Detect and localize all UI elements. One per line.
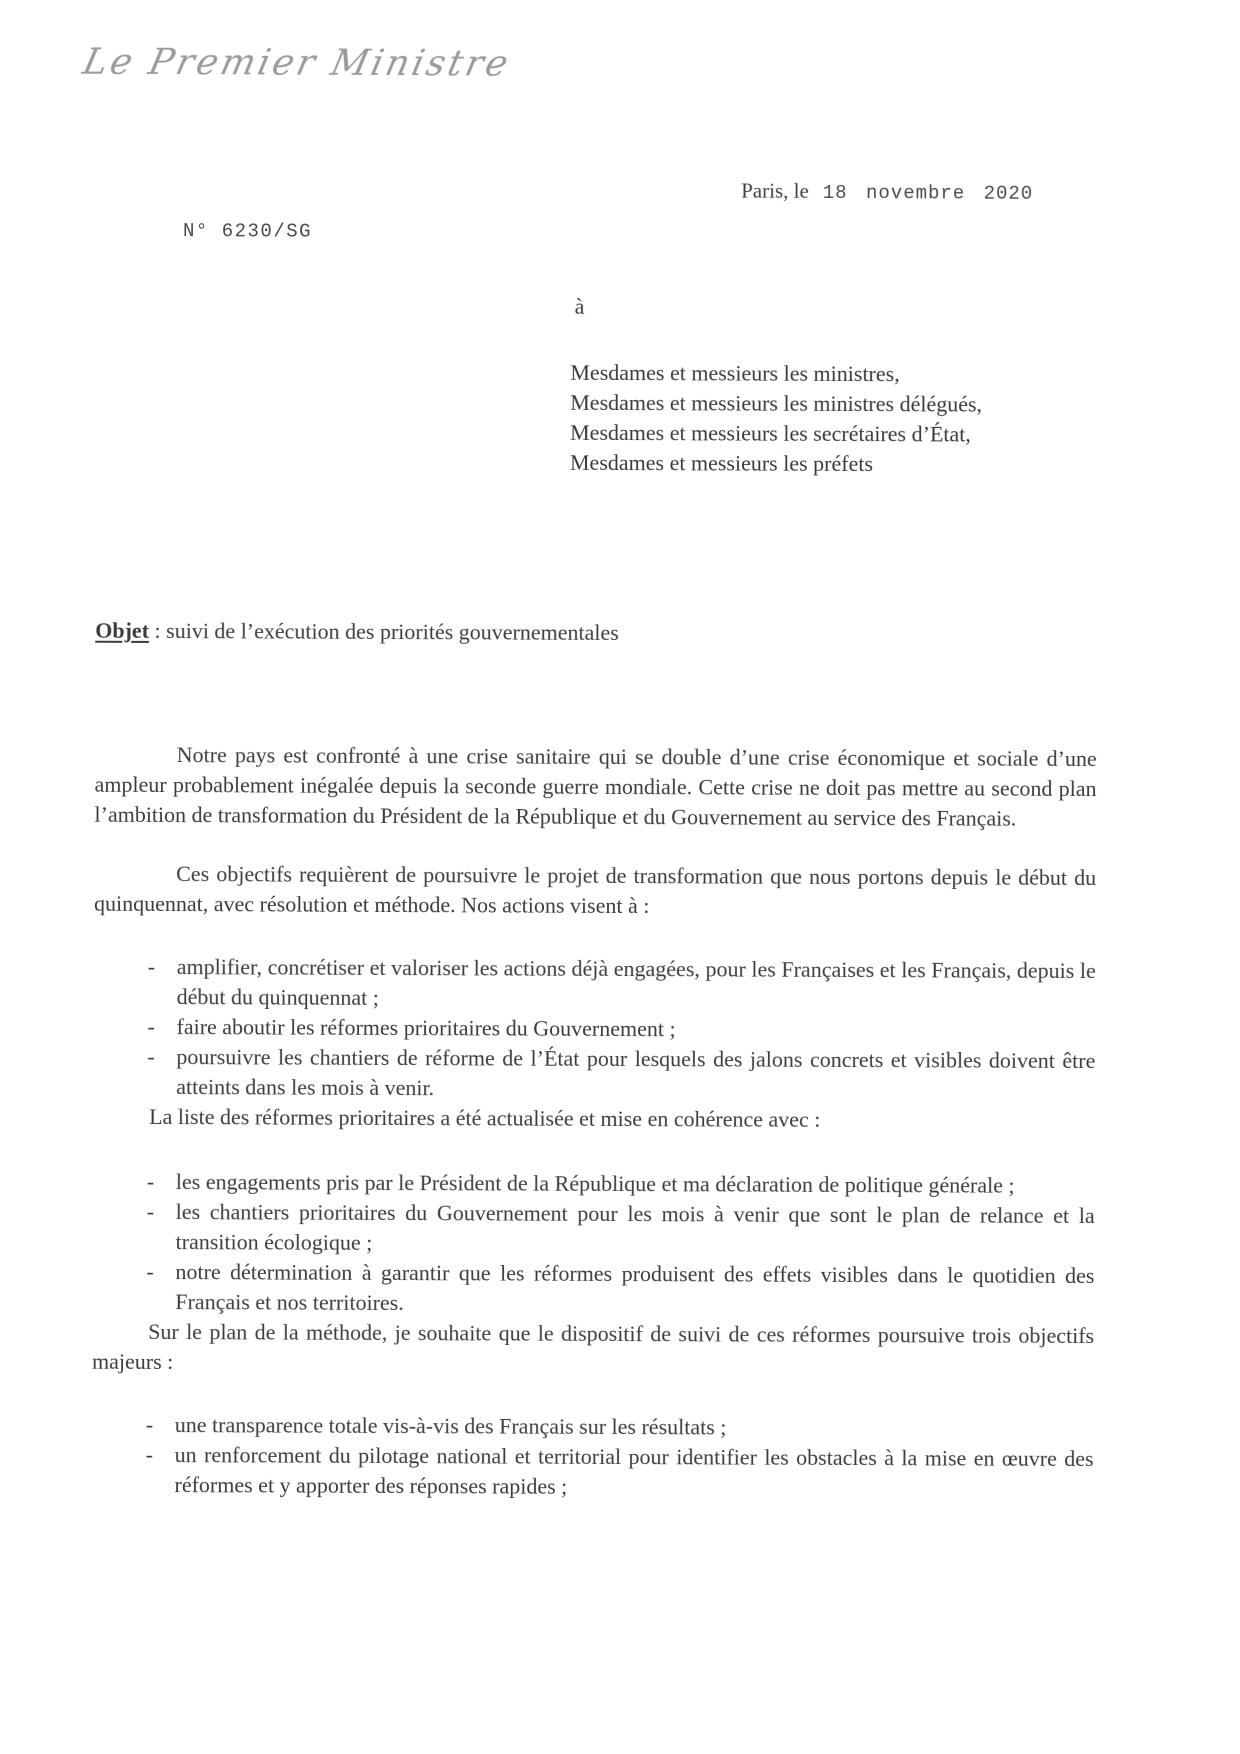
salutation-particle: à: [574, 293, 585, 319]
coherence-list: [92, 1167, 1095, 1321]
reference-number: N° 6230/SG: [182, 220, 313, 243]
place-date-prefix: Paris, le: [741, 178, 809, 203]
objectives-list: [91, 1410, 1093, 1504]
body-paragraph-crisis: Notre pays est confronté à une crise sanitaire qui se double d’une crise économique et sociale d’une ampleur probablement inégalée depuis la seconde guerre mondiale. Cette crise ne doit pas mettre au second plan l’ambition de transformation du Président de la République et du Gouvernement au service des Français.: [94, 742, 1097, 831]
recipient-line: Mesdames et messieurs les secrétaires d’État,: [570, 419, 971, 447]
list-item: - notre détermination à garantir que les réformes produisent des effets visibles dans le quotidien des Français et nos territoires.: [92, 1257, 1094, 1321]
list-item: - un renforcement du pilotage national et territorial pour identifier les obstacles à la mise en œuvre des réformes et y apporter des réponses rapides ;: [91, 1440, 1093, 1504]
recipient-line: Mesdames et messieurs les préfets: [569, 449, 874, 477]
letter-body: [91, 616, 1097, 1504]
recipient-line: Mesdames et messieurs les ministres,: [570, 359, 900, 387]
subject-label: Objet: [95, 617, 150, 643]
recipients-block: [570, 358, 982, 480]
dateline: [741, 179, 1033, 205]
list-item: - amplifier, concrétiser et valoriser les actions déjà engagées, pour les Françaises et les Français, depuis le début du quinquennat ;: [94, 952, 1096, 1016]
list-item: - une transparence totale vis-à-vis des Français sur les résultats ;: [92, 1410, 1094, 1444]
date-stamp: 18 novembre 2020: [822, 181, 1034, 205]
list-item: - poursuivre les chantiers de réforme de l’État pour lesquels des jalons concrets et visibles doivent être atteints dans les mois à venir.: [93, 1042, 1095, 1106]
recipient-line: Mesdames et messieurs les ministres délégués,: [570, 389, 983, 417]
body-paragraph-liste: La liste des réformes prioritaires a été actualisée et mise en cohérence avec :: [149, 1103, 821, 1132]
list-item: - les engagements pris par le Président de la République et ma déclaration de politique générale ;: [93, 1167, 1095, 1201]
body-paragraph-objectives: Ces objectifs requièrent de poursuivre le projet de transformation que nous portons depuis le début du quinquennat, avec résolution et méthode. Nos actions visent à :: [93, 861, 1097, 919]
subject-separator: :: [148, 617, 167, 644]
list-item: - les chantiers prioritaires du Gouvernement pour les mois à venir que sont le plan de relance et la transition écologique ;: [93, 1197, 1095, 1261]
subject-text: suivi de l’exécution des priorités gouvernementales: [166, 618, 619, 646]
actions-list: [93, 952, 1096, 1106]
list-item: - faire aboutir les réformes prioritaires du Gouvernement ;: [93, 1012, 1095, 1046]
subject-line: [95, 616, 1097, 650]
body-paragraph-methode: Sur le plan de la méthode, je souhaite que le dispositif de suivi de ces réformes poursuive trois objectifs majeurs :: [92, 1318, 1095, 1375]
letterhead-script: Le Premier Ministre: [79, 41, 515, 85]
